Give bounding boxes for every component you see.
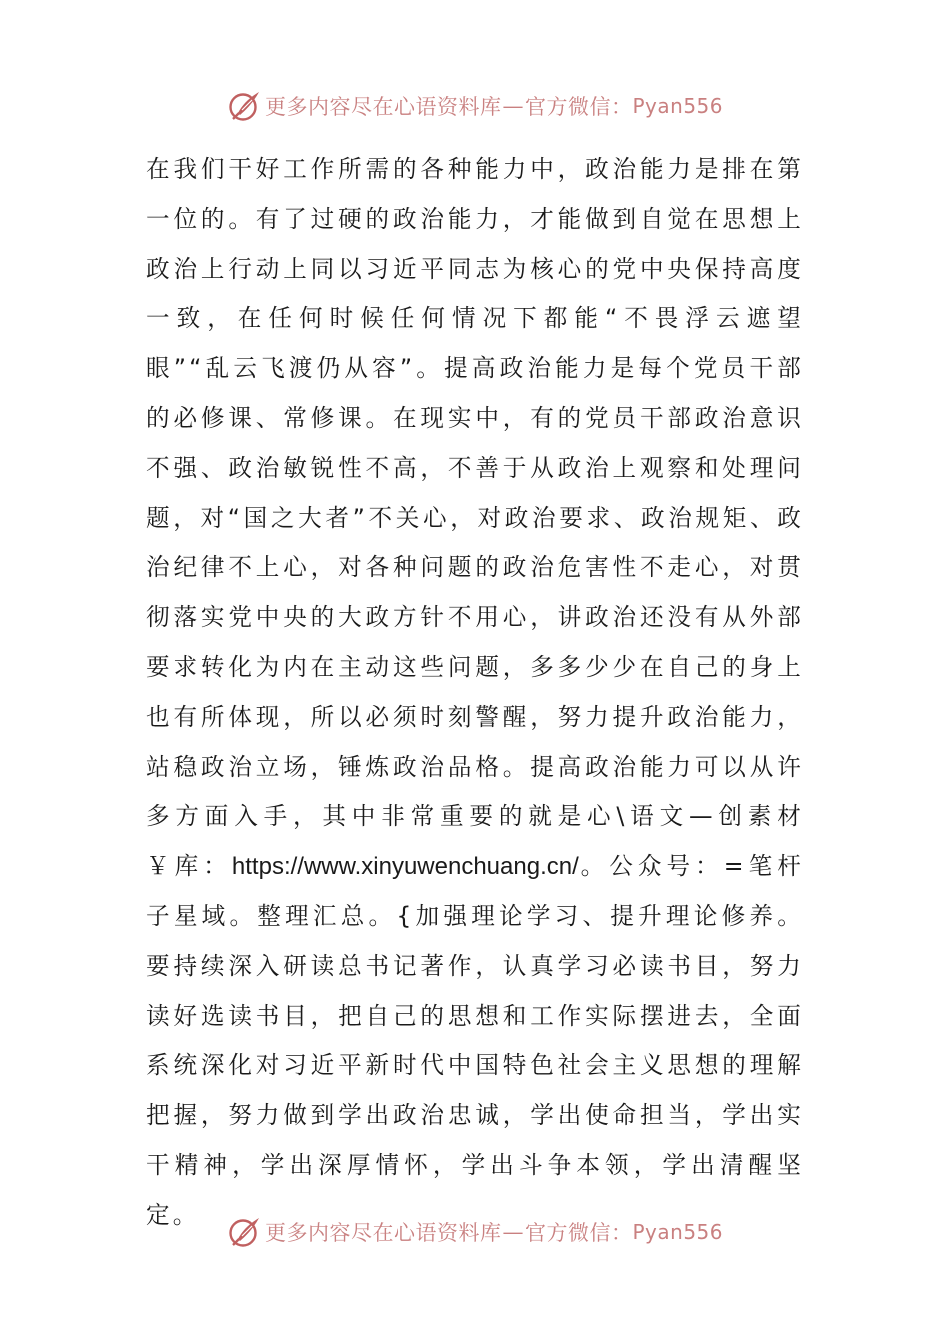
body-text-part2: 。公众号：=笔杆子星域。整理汇总。{加强理论学习、提升理论修养。要持续深入研读总书记著作，认真学习必读书目，努力读好选读书目，把自己的思想和工作实际摆进去，全面系统深化对习近平新时代中国特色社会主义思想的理解把握，努力做到学出政治忠诚，学出使命担当，学出实干精神，学出深厚情怀，学出斗争本领，学出清醒坚定。 [146, 852, 804, 1229]
watermark-official-label: 官方微信： [524, 95, 633, 119]
header-watermark [0, 86, 950, 126]
footer-watermark [0, 1212, 950, 1252]
watermark-site-text: 更多内容尽在心语资料库 [264, 1221, 502, 1245]
body-text-part1: 在我们干好工作所需的各种能力中，政治能力是排在第一位的。有了过硬的政治能力，才能做到自觉在思想上政治上行动上同以习近平同志为核心的党中央保持高度一致，在任何时候任何情况下都能“不畏浮云遮望眼”“乱云飞渡仍从容”。提高政治能力是每个党员干部的必修课、常修课。在现实中，有的党员干部政治意识不强、政治敏锐性不高，不善于从政治上观察和处理问题，对“国之大者”不关心，对政治要求、政治规矩、政治纪律不上心，对各种问题的政治危害性不走心，对贯彻落实党中央的大政方针不用心，讲政治还没有从外部要求转化为内在主动这些问题，多多少少在自己的身上也有所体现，所以必须时刻警醒，努力提升政治能力，站稳政治立场，锤炼政治品格。提高政治能力可以从许多方面入手，其中非常重要的就是心\语文—创素材￥库： [146, 155, 804, 881]
watermark-dash: — [502, 1220, 524, 1244]
quill-pen-logo-icon [227, 1215, 261, 1249]
watermark-site-text: 更多内容尽在心语资料库 [264, 95, 502, 119]
body-paragraph [146, 145, 804, 1241]
watermark-wechat-id: Pyan556 [632, 94, 723, 118]
watermark-wechat-id: Pyan556 [632, 1220, 723, 1244]
watermark-dash: — [502, 94, 524, 118]
body-url: https://www.xinyuwenchuang.cn/ [231, 853, 579, 881]
quill-pen-logo-icon [227, 89, 261, 123]
watermark-official-label: 官方微信： [524, 1221, 633, 1245]
